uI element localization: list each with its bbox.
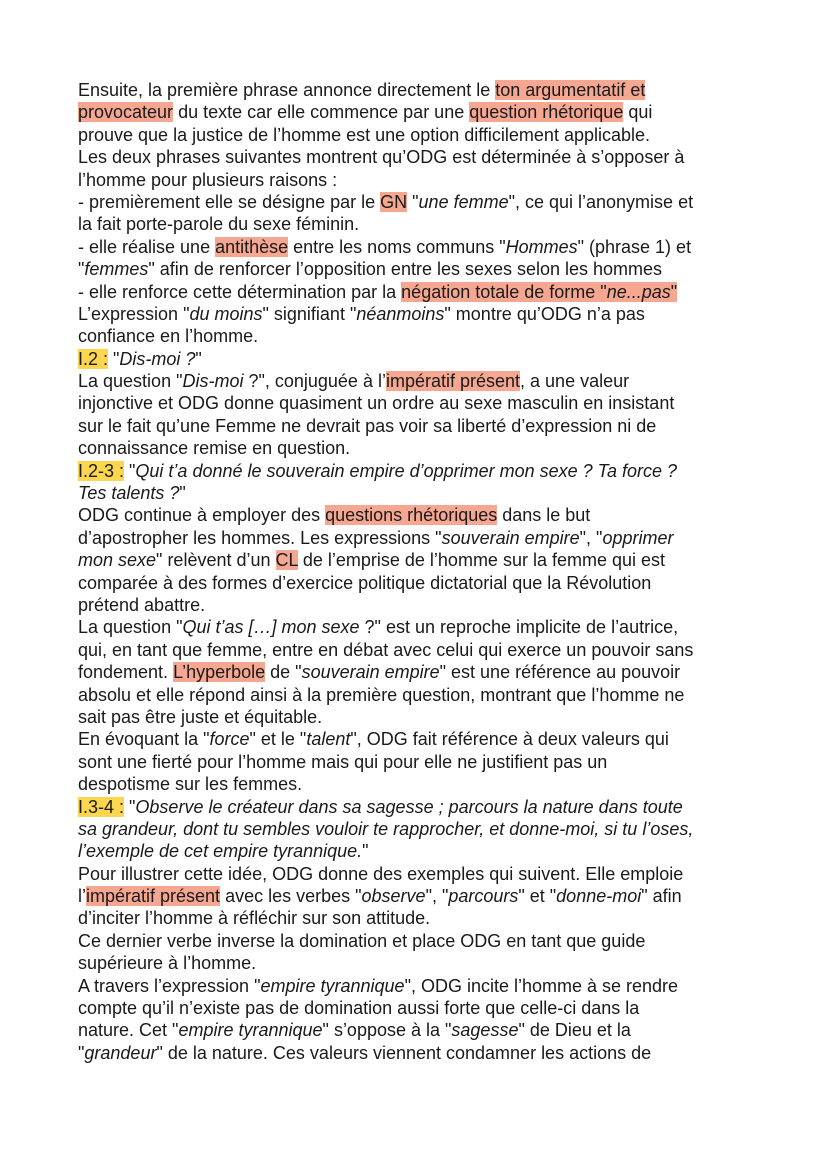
text-line xyxy=(78,146,758,168)
italic-quote: Dis-moi ? xyxy=(119,348,196,369)
text-line xyxy=(78,616,758,638)
highlight-red: impératif présent xyxy=(385,371,521,392)
text-run: ?" est un reproche implicite de l’autrice, xyxy=(359,617,679,638)
text-run: ", ce qui l’anonymise et xyxy=(508,191,694,212)
text-line xyxy=(78,1019,758,1041)
text-line xyxy=(78,684,758,706)
text-run: " afin de renforcer l’opposition entre les sexes selon les hommes xyxy=(148,259,663,280)
text-run: avec les verbes " xyxy=(220,886,362,907)
text-line xyxy=(78,101,758,123)
text-line xyxy=(78,213,758,235)
text-line xyxy=(78,236,758,258)
text-run: " xyxy=(124,796,136,817)
text-line xyxy=(78,392,758,414)
text-run: comparée à des formes d’exercice politique dictatorial que la Révolution xyxy=(78,572,652,593)
text-run: - premièrement elle se désigne par le xyxy=(78,191,381,212)
text-line xyxy=(78,863,758,885)
text-run: " xyxy=(108,348,120,369)
highlight-red: négation totale de forme " xyxy=(401,281,607,302)
text-line xyxy=(78,504,758,526)
text-run: sur le fait qu’une Femme ne devrait pas voir sa liberté d’expression ni de xyxy=(78,415,657,436)
italic-quote: Qui t’a donné le souverain empire d’opprimer mon sexe ? Ta force ? xyxy=(135,460,678,481)
text-run: " et le " xyxy=(249,729,307,750)
text-line xyxy=(78,415,758,437)
text-run: compte qu’il n’existe pas de domination aussi forte que celle-ci dans la xyxy=(78,998,640,1019)
text-line xyxy=(78,639,758,661)
italic-quote: Observe le créateur dans sa sagesse ; parcours la nature dans toute xyxy=(135,796,683,817)
italic-quote: Hommes xyxy=(505,236,578,257)
text-line xyxy=(78,191,758,213)
italic-quote: empire tyrannique xyxy=(260,975,405,996)
text-run: " de Dieu et la xyxy=(518,1020,631,1041)
highlight-red: question rhétorique xyxy=(469,102,624,123)
italic-quote: souverain empire xyxy=(301,662,440,683)
text-run: connaissance remise en question. xyxy=(78,438,351,459)
text-run: ", ODG incite l’homme à se rendre xyxy=(404,975,679,996)
line-reference-label: I.2-3 : xyxy=(78,460,125,481)
text-run: " afin xyxy=(641,886,682,907)
text-run: de l’emprise de l’homme sur la femme qui est xyxy=(297,550,666,571)
text-run: injonctive et ODG donne quasiment un ordre au sexe masculin en insistant xyxy=(78,393,675,414)
italic-quote: observe xyxy=(361,886,426,907)
document-page xyxy=(78,79,758,1064)
text-run: d’apostropher les hommes. Les expressions " xyxy=(78,527,442,548)
italic-quote: sa grandeur, dont tu sembles vouloir te rapprocher, et donne-moi, si tu l’oses, xyxy=(78,818,694,839)
text-run: " est une référence au pouvoir xyxy=(439,662,681,683)
text-line xyxy=(78,572,758,594)
text-run: , a une valeur xyxy=(520,371,630,392)
text-line xyxy=(78,706,758,728)
highlight-red: GN xyxy=(380,191,408,212)
highlight-red: questions rhétoriques xyxy=(325,505,498,526)
text-line xyxy=(78,482,758,504)
text-line xyxy=(78,796,758,818)
text-run: ", " xyxy=(579,527,603,548)
text-line xyxy=(78,258,758,280)
text-run: qui xyxy=(623,102,653,123)
text-run: - elle renforce cette détermination par la xyxy=(78,281,402,302)
text-line xyxy=(78,549,758,571)
italic-quote: talent xyxy=(306,729,351,750)
text-run: " xyxy=(407,191,419,212)
text-line xyxy=(78,773,758,795)
text-line xyxy=(78,527,758,549)
italic-quote: opprimer xyxy=(602,527,674,548)
text-run: la fait porte-parole du sexe féminin. xyxy=(78,214,360,235)
text-run: " xyxy=(362,841,369,862)
text-line xyxy=(78,728,758,750)
text-run: " signifiant " xyxy=(262,303,357,324)
highlight-red: " xyxy=(670,281,678,302)
italic-quote: donne-moi xyxy=(556,886,642,907)
text-run: ODG continue à employer des xyxy=(78,505,326,526)
text-run: En évoquant la " xyxy=(78,729,210,750)
text-line xyxy=(78,975,758,997)
text-line xyxy=(78,79,758,101)
text-run: Ensuite, la première phrase annonce directement le xyxy=(78,80,496,100)
text-run: La question " xyxy=(78,617,183,638)
text-run: A travers l’expression " xyxy=(78,975,261,996)
text-run: nature. Cet " xyxy=(78,1020,179,1041)
highlight-red: CL xyxy=(275,550,298,571)
italic-quote: souverain empire xyxy=(441,527,580,548)
text-run: " s’oppose à la " xyxy=(322,1020,452,1041)
text-line xyxy=(78,437,758,459)
text-run: absolu et elle répond ainsi à la première question, montrant que l’homme ne xyxy=(78,684,685,705)
text-line xyxy=(78,885,758,907)
highlight-red: impératif présent xyxy=(86,886,221,907)
line-reference-label: I.3-4 : xyxy=(78,796,125,817)
text-line xyxy=(78,1042,758,1064)
text-run: ?", conjuguée à l’ xyxy=(243,371,386,392)
text-run: " de la nature. Ces valeurs viennent condamner les actions de xyxy=(156,1042,652,1063)
italic-quote: femmes xyxy=(84,259,149,280)
highlight-red: L’hyperbole xyxy=(173,662,266,683)
line-reference-label: I.2 : xyxy=(78,348,109,369)
italic-quote: une femme xyxy=(418,191,509,212)
text-run: sait pas être juste et équitable. xyxy=(78,706,323,727)
italic-quote: du moins xyxy=(189,303,263,324)
italic-quote: Dis-moi xyxy=(182,371,244,392)
italic-quote: l’exemple de cet empire tyrannique. xyxy=(78,841,363,862)
italic-quote: mon sexe xyxy=(78,550,157,571)
highlight-red: provocateur xyxy=(78,102,174,123)
text-line xyxy=(78,303,758,325)
text-run: supérieure à l’homme. xyxy=(78,953,257,974)
text-run: d’inciter l’homme à réfléchir sur son attitude. xyxy=(78,908,431,929)
text-run: l’ xyxy=(78,886,86,907)
highlight-red: ne...pas xyxy=(606,281,671,302)
text-line xyxy=(78,325,758,347)
text-run: qui, en tant que femme, entre en débat avec celui qui exerce un pouvoir sans xyxy=(78,639,694,660)
text-run: ", ODG fait référence à deux valeurs qui xyxy=(350,729,669,750)
text-run: sont une fierté pour l’homme mais qui pour elle ne justifient pas un xyxy=(78,751,608,772)
highlight-red: antithèse xyxy=(215,236,289,257)
text-line xyxy=(78,169,758,191)
italic-quote: Qui t’as […] mon sexe xyxy=(182,617,360,638)
text-run: dans le but xyxy=(497,505,591,526)
text-line xyxy=(78,370,758,392)
text-run: de " xyxy=(265,662,302,683)
text-run: entre les noms communs " xyxy=(288,236,506,257)
text-run: " montre qu’ODG n’a pas xyxy=(444,303,645,324)
text-run: Ce dernier verbe inverse la domination et place ODG en tant que guide xyxy=(78,930,646,951)
text-line xyxy=(78,281,758,303)
text-run: " xyxy=(179,483,186,504)
text-run: La question " xyxy=(78,371,183,392)
italic-quote: grandeur xyxy=(84,1042,157,1063)
text-line xyxy=(78,907,758,929)
text-run: prouve que la justice de l’homme est une option difficilement applicable. xyxy=(78,124,651,145)
text-line xyxy=(78,124,758,146)
text-run: - elle réalise une xyxy=(78,236,216,257)
text-run: " xyxy=(124,460,136,481)
text-run: " xyxy=(195,348,202,369)
text-line xyxy=(78,348,758,370)
italic-quote: force xyxy=(209,729,250,750)
text-line xyxy=(78,997,758,1019)
text-line xyxy=(78,594,758,616)
highlight-red: ton argumentatif et xyxy=(495,80,646,100)
text-run: ", " xyxy=(425,886,449,907)
text-run: fondement. xyxy=(78,662,174,683)
text-run: " xyxy=(78,259,85,280)
text-line xyxy=(78,818,758,840)
italic-quote: parcours xyxy=(448,886,519,907)
text-run: despotisme sur les femmes. xyxy=(78,774,303,795)
text-run: " (phrase 1) et xyxy=(577,236,692,257)
text-run: " relèvent d’un xyxy=(156,550,276,571)
italic-quote: Tes talents ? xyxy=(78,483,180,504)
text-run: Pour illustrer cette idée, ODG donne des exemples qui suivent. Elle emploie xyxy=(78,863,684,884)
text-line xyxy=(78,840,758,862)
italic-quote: sagesse xyxy=(451,1020,519,1041)
text-run: confiance en l’homme. xyxy=(78,326,259,347)
text-line xyxy=(78,661,758,683)
italic-quote: empire tyrannique xyxy=(178,1020,323,1041)
text-run: " et " xyxy=(518,886,557,907)
text-line xyxy=(78,460,758,482)
text-run: L’expression " xyxy=(78,303,190,324)
text-line xyxy=(78,952,758,974)
text-line xyxy=(78,751,758,773)
text-line xyxy=(78,930,758,952)
text-run: " xyxy=(78,1042,85,1063)
text-run: prétend abattre. xyxy=(78,594,206,615)
text-run: l’homme pour plusieurs raisons : xyxy=(78,169,338,190)
italic-quote: néanmoins xyxy=(356,303,445,324)
text-run: Les deux phrases suivantes montrent qu’ODG est déterminée à s’opposer à xyxy=(78,147,685,168)
text-run: du texte car elle commence par une xyxy=(173,102,470,123)
